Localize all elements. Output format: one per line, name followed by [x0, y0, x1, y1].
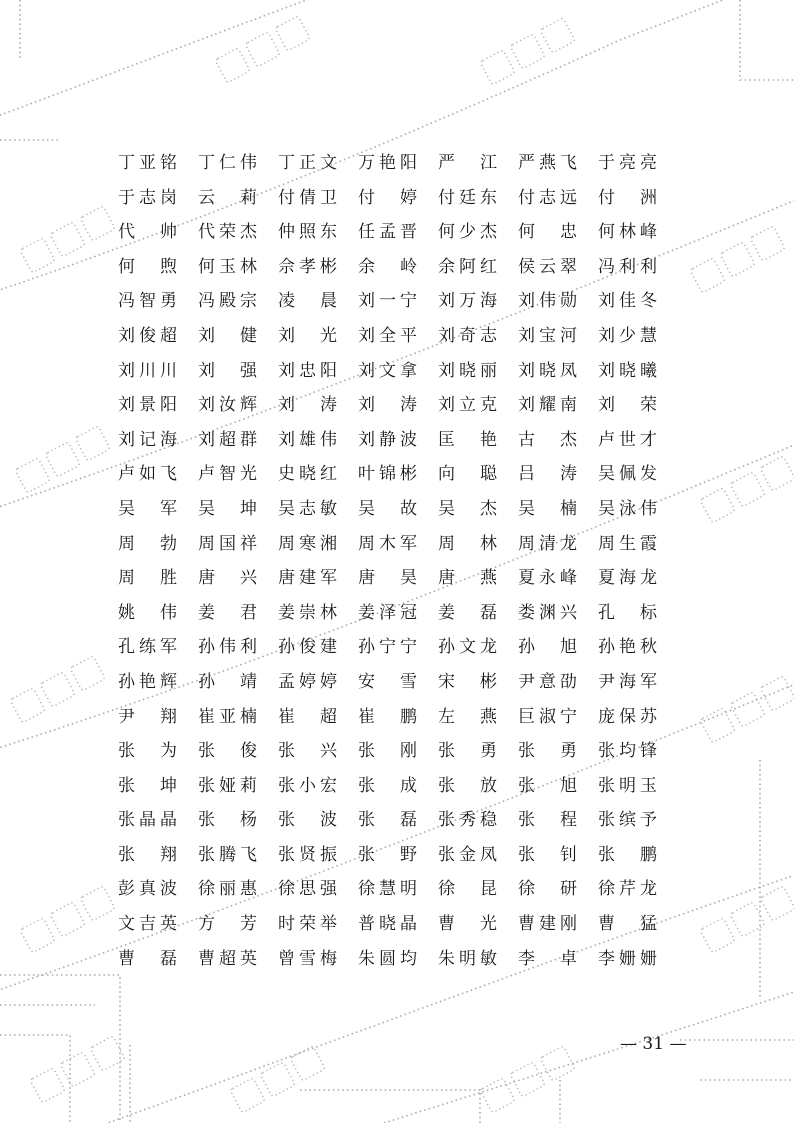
name-entry: 刘 汝 辉 [198, 395, 257, 416]
name-entry: 唐 燕 [438, 568, 497, 589]
name-entry: 代 荣 杰 [198, 222, 257, 243]
name-entry: 徐 丽 惠 [198, 879, 257, 900]
name-entry: 孟 婷 婷 [278, 671, 337, 692]
name-entry: 姚 伟 [118, 602, 177, 623]
name-entry: 刘 宝 河 [518, 325, 577, 346]
name-entry: 孙 文 龙 [438, 637, 497, 658]
name-entry: 张 鹏 [598, 844, 657, 865]
name-entry: 张 金 凤 [438, 844, 497, 865]
name-entry: 付 志 远 [518, 187, 577, 208]
name-entry: 刘 涛 [358, 395, 417, 416]
name-entry: 张 杨 [198, 810, 257, 831]
name-entry: 严 江 [438, 153, 497, 173]
name-entry: 张 野 [358, 844, 417, 865]
page-number: — 31 — [620, 1034, 687, 1054]
name-entry: 孙 艳 秋 [598, 637, 657, 658]
name-entry: 张 缤 予 [598, 810, 657, 831]
name-entry: 张 为 [118, 741, 177, 762]
name-entry: 周 寒 湘 [278, 533, 337, 554]
name-entry: 何 少 杰 [438, 222, 497, 243]
name-entry: 何 林 峰 [598, 222, 657, 243]
name-entry: 张 坤 [118, 775, 177, 796]
name-entry: 徐 思 强 [278, 879, 337, 900]
name-entry: 曹 超 英 [198, 948, 257, 969]
name-entry: 于 亮 亮 [598, 153, 657, 173]
name-entry: 普 晓 晶 [358, 914, 417, 935]
name-entry: 刘 奇 志 [438, 325, 497, 346]
name-entry: 刘 涛 [278, 395, 337, 416]
name-entry: 唐 兴 [198, 568, 257, 589]
name-entry: 周 木 军 [358, 533, 417, 554]
name-entry: 曹 猛 [598, 914, 657, 935]
name-entry: 张 磊 [358, 810, 417, 831]
name-entry: 叶 锦 彬 [358, 464, 417, 485]
name-entry: 张 刚 [358, 741, 417, 762]
name-entry: 孙 艳 辉 [118, 671, 177, 692]
name-entry: 冯 利 利 [598, 256, 657, 277]
name-entry: 徐 芹 龙 [598, 879, 657, 900]
name-entry: 姜 磊 [438, 602, 497, 623]
name-entry: 张 旭 [518, 775, 577, 796]
name-entry: 周 国 祥 [198, 533, 257, 554]
name-entry: 何 忠 [518, 222, 577, 243]
name-entry: 任 孟 晋 [358, 222, 417, 243]
name-entry: 刘 景 阳 [118, 395, 177, 416]
name-entry: 张 兴 [278, 741, 337, 762]
name-entry: 严 燕 飞 [518, 153, 577, 173]
name-entry: 朱 圆 均 [358, 948, 417, 969]
name-entry: 刘 忠 阳 [278, 360, 337, 381]
name-entry: 夏 海 龙 [598, 568, 657, 589]
name-entry: 刘 耀 南 [518, 395, 577, 416]
name-entry: 崔 亚 楠 [198, 706, 257, 727]
name-entry: 丁 正 文 [278, 153, 337, 173]
name-entry: 刘 静 波 [358, 429, 417, 450]
name-entry: 周 胜 [118, 568, 177, 589]
name-entry: 朱 明 敏 [438, 948, 497, 969]
name-entry: 周 生 霞 [598, 533, 657, 554]
name-entry: 唐 昊 [358, 568, 417, 589]
name-entry: 仲 照 东 [278, 222, 337, 243]
name-entry: 张 翔 [118, 844, 177, 865]
name-entry: 刘 文 拿 [358, 360, 417, 381]
name-entry: 向 聪 [438, 464, 497, 485]
name-entry: 崔 鹏 [358, 706, 417, 727]
name-entry: 刘 记 海 [118, 429, 177, 450]
name-entry: 云 莉 [198, 187, 257, 208]
name-entry: 张 贤 振 [278, 844, 337, 865]
name-entry: 曹 磊 [118, 948, 177, 969]
name-entry: 刘 雄 伟 [278, 429, 337, 450]
name-entry: 孙 伟 利 [198, 637, 257, 658]
name-entry: 刘 一 宁 [358, 291, 417, 312]
name-entry: 徐 昆 [438, 879, 497, 900]
name-entry: 周 勃 [118, 533, 177, 554]
name-entry: 刘 万 海 [438, 291, 497, 312]
name-entry: 张 小 宏 [278, 775, 337, 796]
name-entry: 张 波 [278, 810, 337, 831]
name-entry: 吴 故 [358, 498, 417, 519]
name-entry: 史 晓 红 [278, 464, 337, 485]
name-entry: 刘 晓 曦 [598, 360, 657, 381]
name-entry: 张 放 [438, 775, 497, 796]
name-entry: 刘 超 群 [198, 429, 257, 450]
name-entry: 张 勇 [518, 741, 577, 762]
name-list [118, 146, 678, 976]
name-entry: 崔 超 [278, 706, 337, 727]
name-entry: 张 秀 稳 [438, 810, 497, 831]
name-entry: 刘 晓 丽 [438, 360, 497, 381]
name-entry: 李 卓 [518, 948, 577, 969]
name-entry: 娄 渊 兴 [518, 602, 577, 623]
name-entry: 刘 川 川 [118, 360, 177, 381]
name-entry: 尹 意 劭 [518, 671, 577, 692]
name-entry: 张 程 [518, 810, 577, 831]
name-entry: 曾 雪 梅 [278, 948, 337, 969]
name-entry: 孔 标 [598, 602, 657, 623]
name-entry: 徐 研 [518, 879, 577, 900]
name-entry: 吴 楠 [518, 498, 577, 519]
name-entry: 刘 佳 冬 [598, 291, 657, 312]
name-entry: 张 晶 晶 [118, 810, 177, 831]
name-entry: 卢 智 光 [198, 464, 257, 485]
name-entry: 匡 艳 [438, 429, 497, 450]
name-entry: 付 廷 东 [438, 187, 497, 208]
name-entry: 何 煦 [118, 256, 177, 277]
name-entry: 万 艳 阳 [358, 153, 417, 173]
name-entry: 于 志 岗 [118, 187, 177, 208]
name-entry: 刘 少 慧 [598, 325, 657, 346]
name-entry: 左 燕 [438, 706, 497, 727]
name-entry: 孙 俊 建 [278, 637, 337, 658]
name-entry: 丁 仁 伟 [198, 153, 257, 173]
name-entry: 张 明 玉 [598, 775, 657, 796]
name-entry: 卢 如 飞 [118, 464, 177, 485]
name-entry: 曹 光 [438, 914, 497, 935]
name-entry: 周 清 龙 [518, 533, 577, 554]
name-entry: 刘 光 [278, 325, 337, 346]
name-entry: 徐 慧 明 [358, 879, 417, 900]
name-entry: 付 洲 [598, 187, 657, 208]
name-entry: 侯 云 翠 [518, 256, 577, 277]
name-entry: 刘 晓 凤 [518, 360, 577, 381]
name-entry: 夏 永 峰 [518, 568, 577, 589]
name-entry: 姜 泽 冠 [358, 602, 417, 623]
name-entry: 彭 真 波 [118, 879, 177, 900]
name-entry: 冯 智 勇 [118, 291, 177, 312]
name-entry: 吴 泳 伟 [598, 498, 657, 519]
name-entry: 曹 建 刚 [518, 914, 577, 935]
name-entry: 刘 荣 [598, 395, 657, 416]
name-entry: 吴 志 敏 [278, 498, 337, 519]
name-entry: 时 荣 举 [278, 914, 337, 935]
name-entry: 刘 健 [198, 325, 257, 346]
name-entry: 庞 保 苏 [598, 706, 657, 727]
name-entry: 孔 练 军 [118, 637, 177, 658]
name-entry: 冯 殿 宗 [198, 291, 257, 312]
name-entry: 宋 彬 [438, 671, 497, 692]
name-entry: 刘 立 克 [438, 395, 497, 416]
name-entry: 张 娅 莉 [198, 775, 257, 796]
name-entry: 孙 宁 宁 [358, 637, 417, 658]
name-entry: 刘 俊 超 [118, 325, 177, 346]
name-entry: 唐 建 军 [278, 568, 337, 589]
name-entry: 余 岭 [358, 256, 417, 277]
name-entry: 刘 伟 勋 [518, 291, 577, 312]
name-entry: 佘 孝 彬 [278, 256, 337, 277]
name-entry: 安 雪 [358, 671, 417, 692]
name-entry: 吕 涛 [518, 464, 577, 485]
name-entry: 刘 强 [198, 360, 257, 381]
name-entry: 张 均 锋 [598, 741, 657, 762]
name-entry: 张 钊 [518, 844, 577, 865]
name-entry: 刘 全 平 [358, 325, 417, 346]
name-entry: 凌 晨 [278, 291, 337, 312]
name-entry: 李 姗 姗 [598, 948, 657, 969]
name-entry: 周 林 [438, 533, 497, 554]
name-entry: 吴 军 [118, 498, 177, 519]
name-entry: 巨 淑 宁 [518, 706, 577, 727]
name-entry: 张 俊 [198, 741, 257, 762]
name-entry: 张 勇 [438, 741, 497, 762]
name-entry: 姜 崇 林 [278, 602, 337, 623]
name-entry: 古 杰 [518, 429, 577, 450]
name-entry: 付 倩 卫 [278, 187, 337, 208]
name-entry: 卢 世 才 [598, 429, 657, 450]
name-entry: 吴 佩 发 [598, 464, 657, 485]
name-entry: 代 帅 [118, 222, 177, 243]
name-entry: 姜 君 [198, 602, 257, 623]
name-entry: 丁 亚 铭 [118, 153, 177, 173]
name-entry: 何 玉 林 [198, 256, 257, 277]
name-entry: 张 腾 飞 [198, 844, 257, 865]
name-entry: 尹 翔 [118, 706, 177, 727]
name-entry: 孙 旭 [518, 637, 577, 658]
name-entry: 尹 海 军 [598, 671, 657, 692]
name-entry: 吴 杰 [438, 498, 497, 519]
name-entry: 张 成 [358, 775, 417, 796]
name-entry: 余 阿 红 [438, 256, 497, 277]
name-entry: 方 芳 [198, 914, 257, 935]
name-entry: 孙 靖 [198, 671, 257, 692]
name-entry: 文 吉 英 [118, 914, 177, 935]
name-entry: 吴 坤 [198, 498, 257, 519]
name-entry: 付 婷 [358, 187, 417, 208]
